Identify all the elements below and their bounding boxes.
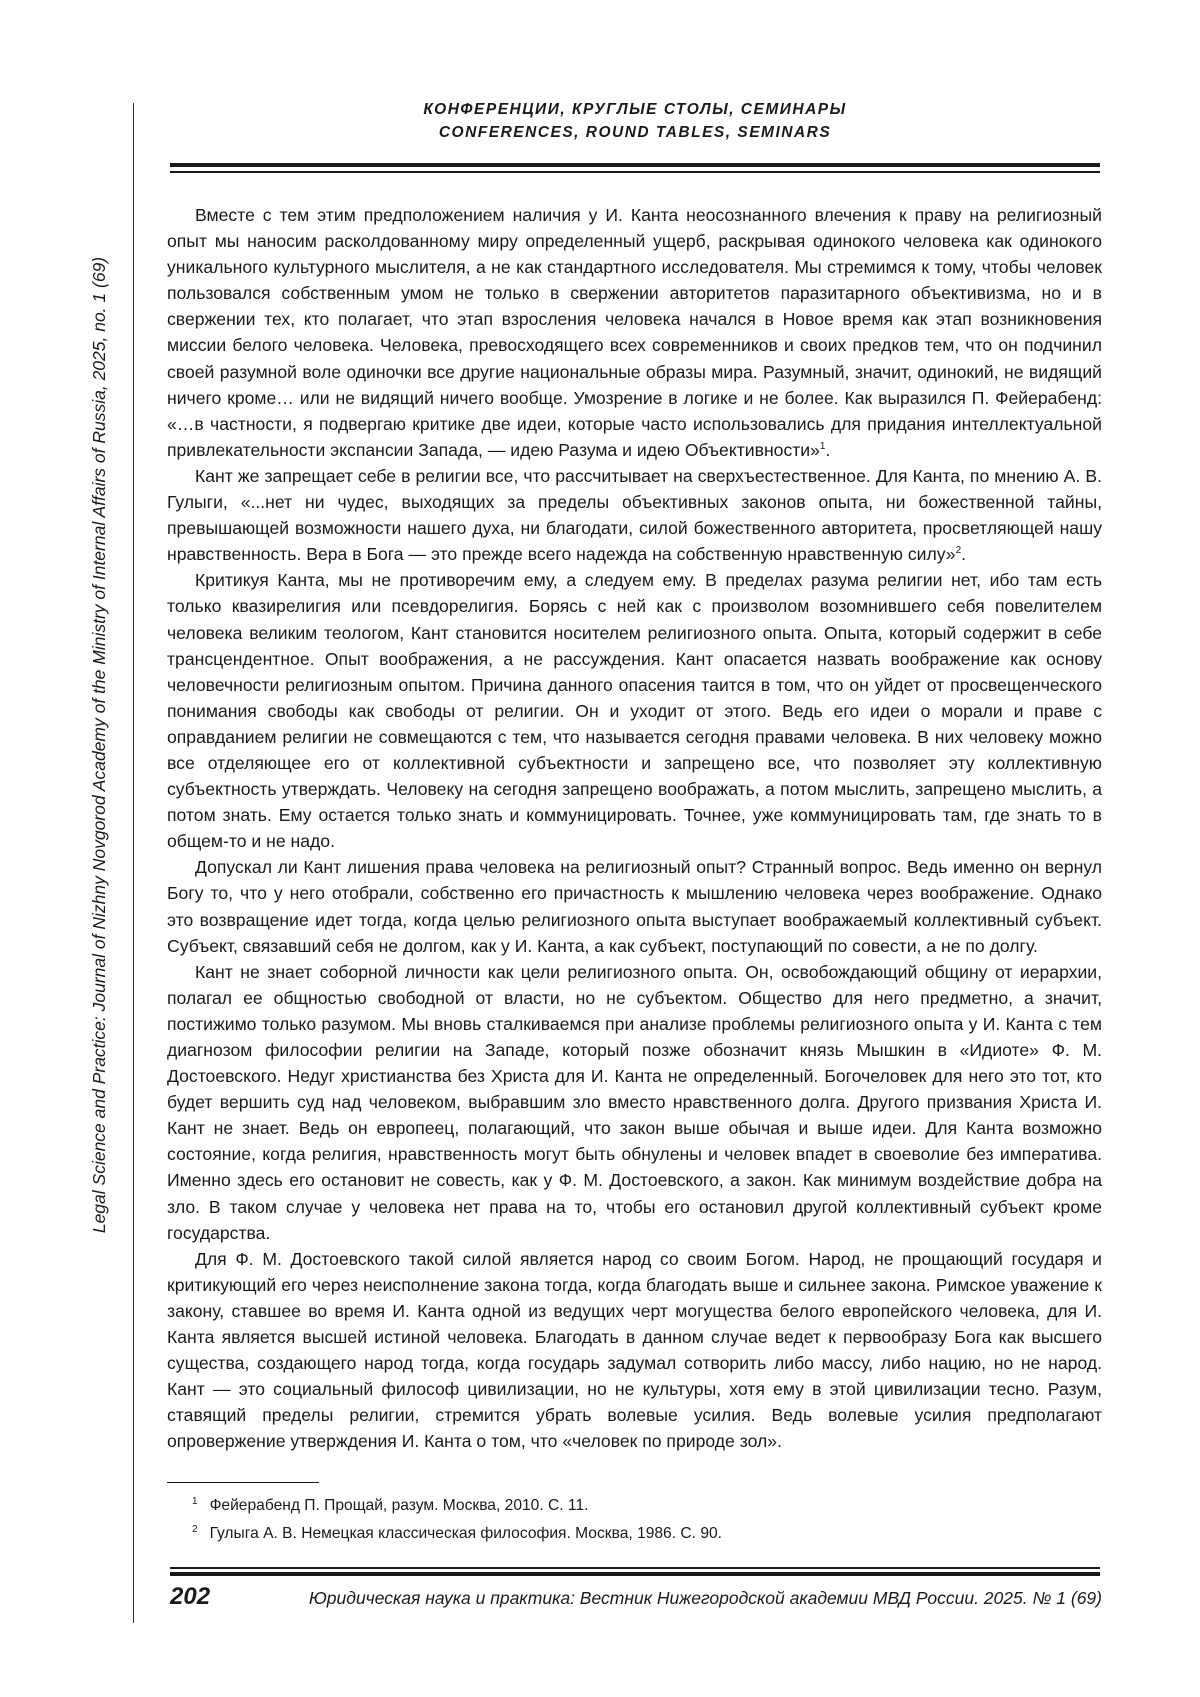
- side-journal-title: Legal Science and Practice: Journal of Nizhny Novgorod Academy of the Ministry of Internal Affairs of Russia, 2025, no. 1 (69): [89, 256, 109, 1234]
- footnote-divider: [167, 1482, 319, 1483]
- footnote-ref[interactable]: 2: [955, 545, 962, 557]
- footnote-number: 1: [192, 1496, 198, 1507]
- paragraph: Кант же запрещает себе в религии все, что рассчитывает на сверхъестественное. Для Канта, по мнению А. В. Гулыги, «...нет ни чудес, выходящих за пределы объективных законов опыта, ни божественной тайны, превышающей возможности нашего духа, ни благодати, силой божественного авторитета, просветляющей нашу нравственность. Вера в Бога — это прежде всего надежда на собственную нравственную силу»$^2$.: [167, 465, 1102, 565]
- paragraph: Критикуя Канта, мы не противоречим ему, а следуем ему. В пределах разума религии нет, ибо там есть только квазирелигия или псевдорелигия. Борясь с ней как с произволом возомнившего себя повелителем человека великим теологом, Кант становится носителем религиозного опыта. Опыта, который содержит в себе трансцендентное. Опыт воображения, а не рассуждения. Кант опасается назвать воображение как основу человечности религиозным опытом. Причина данного опасения таится в том, что он уйдет от просвещенческого понимания свободы как свободы от религии. Он и уходит от этого. Ведь его идеи о морали и праве с оправданием религии не совмещаются с тем, что называется сегодня правами человека. В них человеку можно все отделяющее его от коллективной субъектности и запрещено все, что позволяет эту коллективную субъектность утверждать. Человеку на сегодня запрещено воображать, а потом мыслить, запрещено мыслить, а потом знать. Ему остается только знать и коммуницировать. Точнее, уже коммуницировать там, где знать то в общем-то и не надо.: [167, 570, 1102, 852]
- footer-rule-thin: [170, 1567, 1100, 1569]
- section-header: [170, 98, 1100, 144]
- left-margin-rule: [133, 103, 134, 1623]
- article-body: [167, 202, 1102, 1455]
- section-title-en: CONFERENCES, ROUND TABLES, SEMINARS: [438, 124, 832, 141]
- side-journal-title-wrap: [82, 90, 116, 1400]
- paragraph: Для Ф. М. Достоевского такой силой является народ со своим Богом. Народ, не прощающий государя и критикующий его через неисполнение закона тогда, когда благодать выше и сильнее закона. Римское уважение к закону, ставшее во время И. Канта одной из ведущих черт могущества белого европейского человека, для И. Канта является высшей истиной человека. Благодать в данном случае ведет к первообразу Бога как высшего существа, создающего народ тогда, когда государь задумал сотворить либо массу, либо нацию, но не народ. Кант — это социальный философ цивилизации, но не культуры, хотя ему в этой цивилизации тесно. Разум, ставящий пределы религии, стремится убрать волевые усилия. Ведь волевые усилия предполагают опровержение утверждения И. Канта о том, что «человек по природе зол».: [167, 1248, 1102, 1452]
- paragraph: Кант не знает соборной личности как цели религиозного опыта. Он, освобождающий общину от иерархии, полагал ее общностью свободной от власти, но не субъектом. Общество для него предметно, а значит, постижимо только разумом. Мы вновь сталкиваемся при анализе проблемы религиозного опыта у И. Канта с тем диагнозом философии религии на Западе, который позже обозначит князь Мышкин в «Идиоте» Ф. М. Достоевского. Недуг христианства без Христа для И. Канта не определенный. Богочеловек для него это тот, кто будет вершить суд над человеком, выбравшим зло вместо нравственного долга. Другого призвания Христа И. Кант не знает. Ведь он европеец, полагающий, что закон выше обычая и выше идеи. Для Канта возможно состояние, когда религия, нравственность могут быть обнулены и человек впадет в своеволие без императива. Именно здесь его остановит не совесть, как у Ф. М. Достоевского, а закон. Как минимум воздействие добра на зло. В таком случае у человека нет права на то, чтобы его остановил другой коллективный субъект кроме государства.: [167, 961, 1102, 1243]
- footnotes: [192, 1490, 1092, 1546]
- footnote-ref[interactable]: 1: [819, 440, 826, 452]
- page-number: 202: [170, 1583, 211, 1610]
- footnote-number: 2: [192, 1524, 198, 1536]
- footnote-text: Гулыга А. В. Немецкая классическая философия. Москва, 1986. С. 90.: [209, 1525, 723, 1543]
- footnote-text: Фейерабенд П. Прощай, разум. Москва, 2010. С. 11.: [209, 1497, 589, 1515]
- footer-rule-thick: [170, 1572, 1100, 1576]
- section-title-ru: КОНФЕРЕНЦИИ, КРУГЛЫЕ СТОЛЫ, СЕМИНАРЫ: [423, 101, 847, 118]
- paragraph: Вместе с тем этим предположением наличия у И. Канта неосознанного влечения к праву на религиозный опыт мы наносим расколдованному миру определенный ущерб, раскрывая одинокого человека как одинокого уникального культурного мыслителя, а не как стандартного исследователя. Мы стремимся к тому, чтобы человек пользовался собственным умом не только в свержении авторитетов паразитарного объективизма, но и в свержении тех, кто полагает, что этап взросления человека начался в Новое время как этап возникновения миссии белого человека. Человека, превосходящего всех современников и своих предков тем, что он подчинил своей разумной воле одиночки все другие национальные образы мира. Разумный, значит, одинокий, не видящий ничего кроме… или не видящий ничего вообще. Умозрение в логике и не более. Как выразился П. Фейерабенд: «…в частности, я подвергаю критике две идеи, которые часто использовались для придания интеллектуальной привлекательности экспансии Запада, — идею Разума и идею Объективности»$^1$.: [167, 205, 1102, 460]
- header-rule-thin: [170, 171, 1100, 173]
- paragraph: Допускал ли Кант лишения права человека на религиозный опыт? Странный вопрос. Ведь именно он вернул Богу то, что у него отобрали, собственно его причастность к мышлению человека через воображение. Однако это возвращение идет тогда, когда целью религиозного опыта выступает воображаемый коллективный субъект. Субъект, связавший себя не долгом, как у И. Канта, а как субъект, поступающий по совести, а не по долгу.: [167, 857, 1102, 956]
- footnote: [192, 1490, 1092, 1518]
- footer-journal-title: Юридическая наука и практика: Вестник Нижегородской академии МВД России. 2025. № 1 (69): [308, 1588, 1102, 1608]
- header-rule-thick: [170, 163, 1100, 167]
- footnote: [192, 1518, 1092, 1546]
